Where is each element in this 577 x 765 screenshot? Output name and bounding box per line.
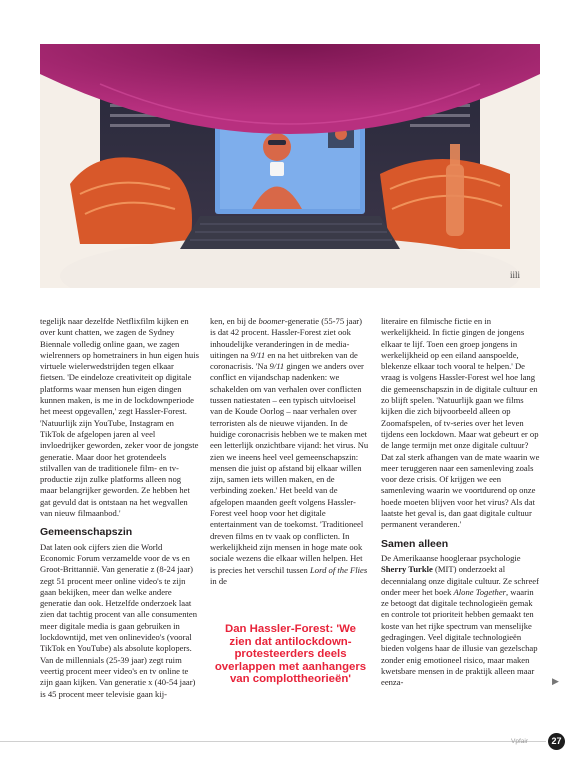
paragraph: tegelijk naar dezelfde Netflixfilm kijken en over kunt chatten, we zagen de Sydney Biennale volledig online gaan, we zagen wielrenners op hometrainers in hun eigen huis virtuele wielerwedstrijden tegen elkaar fietsen. 'De eindeloze creativiteit op digitale platforms waar mensen hun eigen dingen kunnen maken, is me in de lockdownperiode het meest opgevallen,' zegt Hassler-Forest. 'Natuurlijk zijn YouTube, Instagram en TikTok de afgelopen jaren al veel invloedrijker geworden, zeker voor de jongste generatie. Maar door het grotendeels stilvallen van de traditionele film- en tv-productie zijn zulke platforms alleen nog maar belangrijker geworden. Ze hebben het gat gevuld dat is ontstaan na het wegvallen van nieuw filmaanbod.' [40,316,199,519]
subheading-samen-alleen: Samen alleen [381,537,449,550]
text-column-2 [210,316,369,587]
subheading-gemeenschapszin: Gemeenschapszin [40,526,133,539]
paragraph: De Amerikaanse hoogleraar psychologie Sherry Turkle (MIT) onderzoekt al decennialang onze digitale cultuur. Ze schreef onder meer het boek Alone Together, waarin ze betoogt dat digitale technologieën gemak en controle tot prioriteit hebben gemaakt ten koste van het rijke spectrum van menselijke gedragingen. Veel digitale technologieën bieden volgens haar de illusie van gezelschap zonder enig emotioneel risico, maar maken kwetsbare mensen in de praktijk alleen maar eenza- [381,552,539,688]
text-column-3 [381,316,540,689]
next-page-arrow-icon: ▶ [552,677,559,687]
paragraph: ken, en bij de boomer-generatie (55-75 jaar) is dat 42 procent. Hassler-Forest ziet ook inhoudelijke veranderingen in de media-uitingen na 9/11 en na het uitbreken van de coronacrisis. 'Na 9/11 gingen we anders over conflict en vijandschap nadenken: we schakelden om van verhalen over conflicten tussen natiestaten – een typisch uitvloeisel van de Koude Oorlog – naar verhalen over terroristen als de nieuwe vijanden. In de huidige coronacrisis hebben we te maken met een letterlijk onzichtbare vijand: het virus. Nu zien we ineens heel veel gemeenschapszin: mensen die juist op afstand bij elkaar willen zijn, samen iets willen maken, en de verbinding zoeken.' Het beeld van de afgelopen maanden geeft volgens Hassler-Forest veel hoop voor het digitale entertainment van de toekomst. 'Traditioneel dreven films en tv vaak op conflicten. In werkelijkheid zijn mensen in hoge mate ook sociale wezens die elkaar willen helpen. Het is precies het verschil tussen Lord of the Flies in de [210,316,369,586]
illustration [40,44,540,288]
illustration-signature: iili [510,270,521,280]
text-column-1 [40,316,199,700]
page-number: 27 [548,733,565,750]
illustration-artwork [40,44,540,288]
footer-rule [0,741,546,742]
footer-label: Vpfair [511,738,528,745]
paragraph: Dat laten ook cijfers zien die World Economic Forum verzamelde voor de vs en Groot-Brittannië. Van generatie z (8-24 jaar) zegt 51 procent meer online video's te zijn gaan bekijken, meer dan welke andere generatie dan ook. Hetzelfde onderzoek laat zien dat tachtig procent van alle consumenten meer digitale media is gaan gebruiken in lockdowntijd, met ven onlinevideo's (vooral TikTok en YouTube) als absolute koplopers. Van de millennials (25-39 jaar) zegt ruim veertig procent meer video's en tv online te zijn gaan kijken. Van generatie x (40-54 jaar) is 45 procent meer televisie gaan kij- [40,541,198,699]
pull-quote: Dan Hassler-Forest: 'We zien dat antilockdown-protesteerders deels overlappen met aanhangers van complottheorieën' [214,623,367,686]
paragraph: literaire en filmische fictie en in werkelijkheid. In fictie gingen de jongens elkaar te lijf. Toen een groep jongens in werkelijkheid op een eiland aanspoelde, blekenze elkaar toch vooral te helpen.' De vraag is volgens Hassler-Forest wel hoe lang die gemeenschapszin in de digitale cultuur en zo blijft spelen. 'Natuurlijk gaan we films kijken die zich bijvoorbeeld alleen op Zoomafspelen, of tv-series over het leven tijdens een lockdown. Maar wat gebeurt er op de lange termijn met onze digitale cultuur? Dat zal sterk afhangen van de mate waarin we meer teruggeren naar een samenleving zoals voor deze crisis. Of krijgen we een samenleving waarin we voortdurend op onze hoede moeten blijven voor het virus? Als dat laatste het geval is, dan gaat digitale cultuur permanent veranderen.' [381,316,540,530]
